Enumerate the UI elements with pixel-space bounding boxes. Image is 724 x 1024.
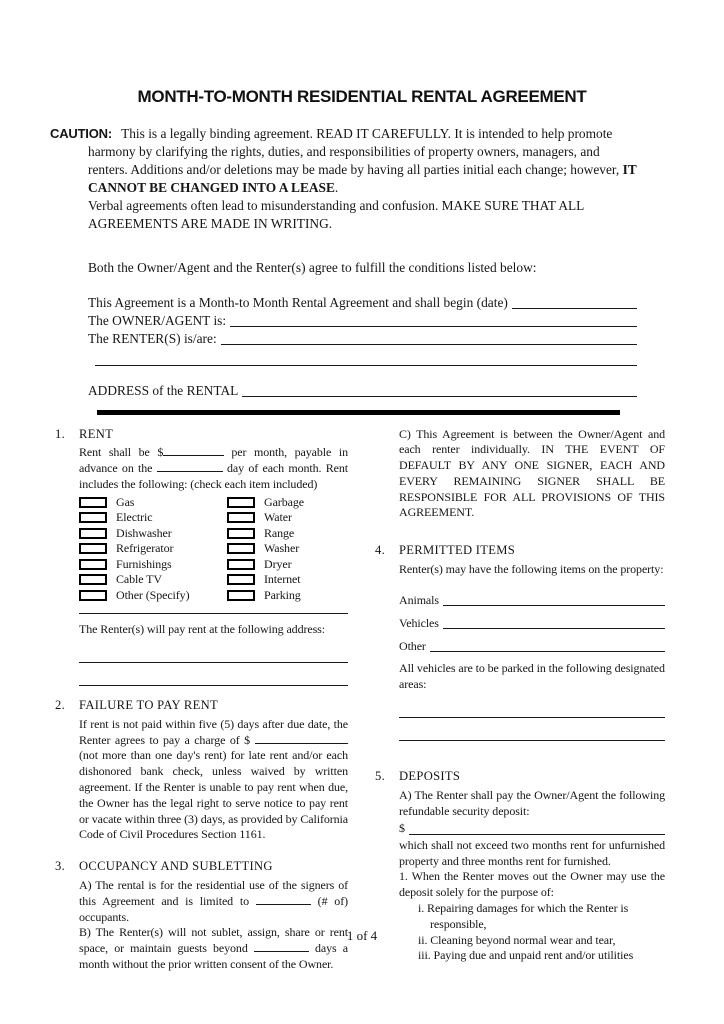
permitted-title: PERMITTED ITEMS bbox=[399, 543, 516, 558]
checkbox-item bbox=[227, 572, 348, 588]
other-specify-line[interactable] bbox=[79, 613, 348, 614]
pay-address-label: The Renter(s) will pay rent at the following address: bbox=[79, 622, 325, 637]
checkbox-label: Other (Specify) bbox=[116, 587, 190, 602]
checkbox[interactable] bbox=[227, 590, 255, 601]
checkbox[interactable] bbox=[79, 512, 107, 523]
section-failure-to-pay bbox=[55, 698, 348, 843]
owner-agent-input-line[interactable] bbox=[230, 326, 637, 327]
checkbox-item bbox=[79, 557, 227, 573]
rental-address-label: ADDRESS of the RENTAL bbox=[88, 383, 239, 398]
rent-includes-checklist bbox=[79, 495, 348, 604]
begin-date-line bbox=[88, 294, 637, 312]
deposits-use-text: 1. When the Renter moves out the Owner may use the deposit solely for the purpose of: bbox=[399, 869, 665, 900]
deposit-purpose-item: ii. Cleaning beyond normal wear and tear, bbox=[418, 932, 616, 947]
permitted-number: 4. bbox=[375, 543, 386, 558]
checkbox-label: Range bbox=[264, 525, 295, 540]
intro-fill-in-lines bbox=[88, 294, 637, 400]
checkbox-item bbox=[227, 510, 348, 526]
permitted-fields bbox=[399, 586, 665, 655]
permitted-field-label: Animals bbox=[399, 593, 439, 608]
begin-date-input-line[interactable] bbox=[512, 308, 637, 309]
checkbox-label: Dryer bbox=[264, 556, 292, 571]
checkbox-label: Dishwasher bbox=[116, 525, 172, 540]
caution-second-paragraph: Verbal agreements often lead to misunderstanding and confusion. MAKE SURE THAT ALL AGREEMENTS ARE MADE IN WRITING. bbox=[88, 198, 584, 231]
inline-input-line[interactable] bbox=[256, 903, 311, 905]
permitted-field-row bbox=[399, 632, 665, 655]
deposit-amount-input-line[interactable] bbox=[409, 834, 665, 835]
occupancy-number: 3. bbox=[55, 859, 66, 874]
renter-line bbox=[88, 330, 637, 348]
begin-date-label: This Agreement is a Month-to Month Rental Agreement and shall begin (date) bbox=[88, 295, 508, 310]
deposit-purpose-item: iii. Paying due and unpaid rent and/or utilities bbox=[418, 948, 634, 963]
permitted-field-input-line[interactable] bbox=[443, 628, 665, 629]
checkbox-item bbox=[227, 541, 348, 557]
checkbox-label: Refrigerator bbox=[116, 541, 174, 556]
permitted-field-label: Other bbox=[399, 639, 426, 654]
occupancy-clause-b: B) The Renter(s) will not sublet, assign, share or rent space, or maintain guests beyond days a month without the prior written consent of the Owner. bbox=[79, 925, 348, 971]
pay-address-input-line-1[interactable] bbox=[79, 662, 348, 663]
permitted-field-row bbox=[399, 586, 665, 609]
section-permitted-items bbox=[375, 543, 665, 741]
permitted-field-row bbox=[399, 609, 665, 632]
agreement-conditions-line: Both the Owner/Agent and the Renter(s) agree to fulfill the conditions listed below: bbox=[88, 260, 537, 275]
parking-areas-input-line-2[interactable] bbox=[399, 740, 665, 741]
checkbox[interactable] bbox=[79, 528, 107, 539]
rental-address-line bbox=[88, 382, 637, 400]
checkbox-label: Gas bbox=[116, 494, 135, 509]
page-number: 1 of 4 bbox=[346, 928, 378, 943]
deposits-heading bbox=[375, 769, 665, 785]
checkbox-item bbox=[79, 510, 227, 526]
checkbox-label: Electric bbox=[116, 510, 153, 525]
two-column-body bbox=[55, 427, 667, 973]
inline-input-line[interactable] bbox=[163, 454, 224, 456]
occupancy-title: OCCUPANCY AND SUBLETTING bbox=[79, 859, 273, 874]
parking-areas-input-line-1[interactable] bbox=[399, 717, 665, 718]
right-column bbox=[375, 427, 665, 973]
permitted-intro-text: Renter(s) may have the following items on the property: bbox=[399, 562, 664, 577]
permitted-heading bbox=[375, 543, 665, 559]
checkbox-item bbox=[79, 588, 227, 604]
checkbox[interactable] bbox=[79, 574, 107, 585]
occupancy-clause-a: A) The rental is for the residential use of the signers of this Agreement and is limited to (# of) occupants. bbox=[79, 877, 348, 924]
section-occupancy bbox=[55, 859, 348, 973]
renter-label: The RENTER(S) is/are: bbox=[88, 331, 217, 346]
caution-text: This is a legally binding agreement. READ IT CAREFULLY. It is intended to help promote harmony by clarifying the rights, duties, and responsibilities of property owners, managers, and renters. Additions and/or deletions may be made by having all parties initial each change; however, bbox=[88, 126, 620, 177]
owner-agent-label: The OWNER/AGENT is: bbox=[88, 313, 227, 328]
checkbox[interactable] bbox=[79, 543, 107, 554]
permitted-field-input-line[interactable] bbox=[443, 605, 665, 606]
deposit-purpose-item: i. Repairing damages for which the Renter is responsible, bbox=[418, 901, 629, 931]
checkbox-label: Cable TV bbox=[116, 572, 162, 587]
owner-agent-line bbox=[88, 312, 637, 330]
caution-bold-text: IT CANNOT BE CHANGED INTO A LEASE bbox=[88, 162, 637, 195]
occupancy-clause-c: C) This Agreement is between the Owner/Agent and each renter individually. IN THE EVENT OF DEFAULT BY ANY ONE SIGNER, EACH AND EVERY REMAINING SIGNER SHALL BE RESPONSIBLE FOR ALL PROVISIONS OF THIS AGREEMENT. bbox=[399, 426, 665, 520]
deposits-limit-text: which shall not exceed two months rent for unfurnished property and three months rent for furnished. bbox=[399, 837, 665, 868]
rental-address-input-line[interactable] bbox=[242, 396, 637, 397]
permitted-field-label: Vehicles bbox=[399, 616, 439, 631]
checkbox[interactable] bbox=[79, 497, 107, 508]
checklist-column-1 bbox=[79, 495, 227, 604]
occupancy-clause-c-block bbox=[375, 427, 665, 522]
checkbox[interactable] bbox=[79, 590, 107, 601]
checkbox-item bbox=[227, 557, 348, 573]
failure-terms-text: If rent is not paid within five (5) days after due date, the Renter agrees to pay a charge of $ (not more than one day's rent) for late rent and/or each dishonored bank check, unless waived by written agreement. If the Renter is unable to pay rent when due, the Owner has the legal right to serve notice to pay rent or vacate within three (3) days, as provided by California Code of Civil Procedures Section 1161. bbox=[79, 716, 348, 842]
failure-title: FAILURE TO PAY RENT bbox=[79, 697, 219, 712]
inline-input-line[interactable] bbox=[255, 742, 349, 744]
checkbox-item bbox=[79, 541, 227, 557]
checkbox-item bbox=[79, 526, 227, 542]
caution-label: CAUTION: bbox=[50, 126, 112, 141]
checkbox-item bbox=[79, 495, 227, 511]
caution-paragraph bbox=[50, 125, 637, 197]
renter-continuation-line[interactable] bbox=[95, 365, 637, 366]
checkbox-label: Water bbox=[264, 510, 292, 525]
checkbox-item bbox=[227, 495, 348, 511]
checkbox-item bbox=[79, 572, 227, 588]
left-column bbox=[55, 427, 348, 973]
occupancy-heading bbox=[55, 859, 348, 875]
checkbox[interactable] bbox=[79, 559, 107, 570]
dollar-sign: $ bbox=[399, 820, 405, 835]
checkbox[interactable] bbox=[227, 543, 255, 554]
rent-terms-text: Rent shall be $ per month, payable in advance on the day of each month. Rent includes the following: (check each item included) bbox=[79, 445, 349, 491]
checkbox[interactable] bbox=[227, 497, 255, 508]
parking-note-text: All vehicles are to be parked in the following designated areas: bbox=[399, 660, 665, 691]
checkbox-label: Internet bbox=[264, 572, 301, 587]
checkbox-label: Garbage bbox=[264, 494, 304, 509]
section-rent bbox=[55, 427, 348, 686]
deposits-number: 5. bbox=[375, 769, 386, 784]
rent-heading bbox=[55, 426, 348, 443]
pay-address-input-line-2[interactable] bbox=[79, 685, 348, 686]
failure-heading bbox=[55, 697, 348, 714]
header-block bbox=[50, 125, 637, 415]
rent-number: 1. bbox=[55, 426, 66, 441]
inline-input-line[interactable] bbox=[157, 470, 223, 472]
deposit-amount-line bbox=[399, 821, 665, 838]
checkbox-label: Furnishings bbox=[116, 556, 172, 571]
checklist-column-2 bbox=[227, 495, 348, 604]
checkbox[interactable] bbox=[227, 559, 255, 570]
deposits-title: DEPOSITS bbox=[399, 769, 461, 784]
renter-input-line[interactable] bbox=[221, 344, 637, 345]
checkbox-label: Washer bbox=[264, 541, 300, 556]
checkbox[interactable] bbox=[227, 574, 255, 585]
checkbox[interactable] bbox=[227, 528, 255, 539]
rent-title: RENT bbox=[79, 426, 114, 441]
page-title: MONTH-TO-MONTH RESIDENTIAL RENTAL AGREEMENT bbox=[137, 87, 587, 106]
caution-period: . bbox=[334, 180, 339, 195]
inline-input-line[interactable] bbox=[254, 950, 309, 952]
checkbox[interactable] bbox=[227, 512, 255, 523]
permitted-field-input-line[interactable] bbox=[430, 651, 665, 652]
failure-number: 2. bbox=[55, 697, 66, 712]
checkbox-item bbox=[227, 526, 348, 542]
deposits-clause-a: A) The Renter shall pay the Owner/Agent the following refundable security deposit: bbox=[399, 788, 665, 819]
checkbox-label: Parking bbox=[264, 587, 301, 602]
checkbox-item bbox=[227, 588, 348, 604]
section-divider-rule bbox=[97, 410, 620, 415]
